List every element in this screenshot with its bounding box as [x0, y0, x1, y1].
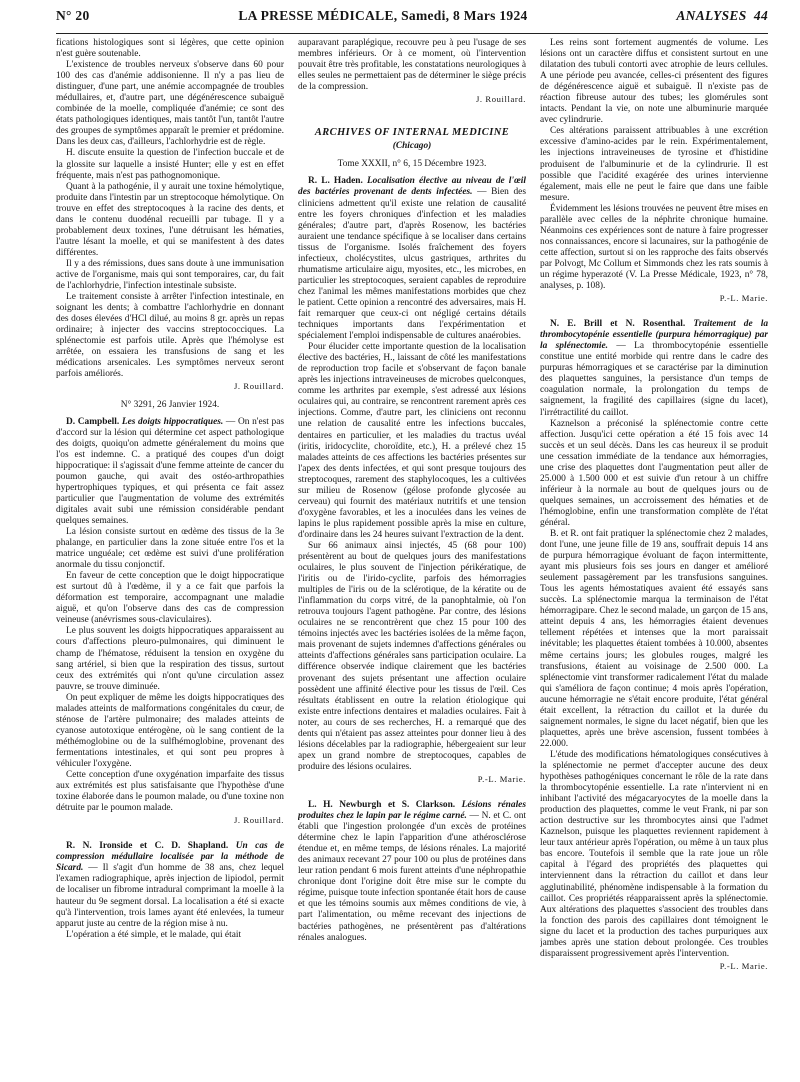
issue-number: N° 20 [56, 8, 90, 23]
abstract-text: — N. et C. ont établi que l'ingestion prolongée d'un excès de protéines détermine chez le lapin l'apparition d'une athérosclérose étendue et, en même temps, de lésions rénales. La majorité des animaux recevant 27 pour 100 ou plus de protéines dans leur ration pendant 6 mois furent atteints d'une néphropathie chronique dont l'origine doit être mise sur le compte du régime, puisque toute infection spontanée était hors de cause et que les témoins soumis aux mêmes conditions de vie, à part l'alimentation, ou même recevant des injections de bactéries pathogènes, ne présentèrent pas d'altérations rénales analogues. [298, 811, 526, 943]
paragraph: H. discute ensuite la question de l'infection buccale et de la glossite sur laquelle a insisté Hunter; elle y est en effet fréquente, mais n'est pas pathognomonique. [56, 148, 284, 181]
paragraph: Ces altérations paraissent attribuables à une excrétion excessive d'amino-acides par le rein. Expérimentalement, les injections intraveineuses de tyrosine et d'histidine produisent de l'albuminurie et de la cylindrurie. Il est possible que l'acidité exagérée des urines intervienne également, mais elle ne peut le faire que dans une faible mesure. [540, 126, 768, 203]
column-3 [540, 38, 768, 1078]
abstract-brill [540, 319, 768, 418]
abstract-newburgh [298, 800, 526, 944]
header-rule [56, 33, 768, 34]
abstract-title: Lésions rénales produites chez le lapin par le régime carné. [298, 800, 526, 822]
paragraph: Sur 66 animaux ainsi injectés, 45 (68 pour 100) présentèrent au bout de quelques jours des manifestations oculaires, le plus souvent de l'injection périkératique, de l'iritis ou de l'irido-cyclite, parfois des hémorragies multiples de l'iris ou de la sclérotique, de la kératite ou de l'inflammation du corps vitré, de la panophtalmie, où l'on retrouva toujours l'agent pathogène. Par contre, des lésions oculaires ne se rencontrèrent que chez 15 pour 100 des témoins injectés avec les bactéries isolées de la même façon, mais provenant de sujets indemnes d'affections générales ou atteints d'affections générales sans participation oculaire. La différence observée indique clairement que les bactéries provenant des sujets présentant une affection oculaire possèdent une affinité élective pour les tissus de l'œil. Ces résultats établissent en outre la relation étiologique qui existe entre infections dentaires et maladies oculaires. Fait à noter, au cours de ses recherches, H. a remarqué que des dents qui n'étaient pas assez atteintes pour donner lieu à des lésions décelables par la radiographie, hébergeaient sur leur apex un grand nombre de streptocoques, capables de produire des lésions oculaires. [298, 540, 526, 772]
abstract-title: Localisation élective au niveau de l'œil des bactéries provenant de dents infectées. [298, 176, 526, 198]
page-header [56, 8, 768, 30]
column-1 [56, 38, 284, 1078]
paragraph: B. et R. ont fait pratiquer la splénectomie chez 2 malades, dont l'une, une jeune fille de 19 ans, souffrait depuis 14 ans de purpura hémorragique évoluant de façon intermittente, ayant mis plusieurs fois ses jours en danger et amélioré seulement passagèrement par les transfusions sanguines. Tous les agents hémostatiques avaient été essayés sans succès. La splénectomie marqua la terminaison de l'état hémorragipare. Chez le second malade, un garçon de 15 ans, atteint depuis 4 ans, les hémorragies étaient devenues tellement répétées et intenses que la mort paraissait inévitable; les plaquettes étaient tombées à 10.000, absentes même certains jours; les globules rouges, malgré les transfusions, étaient au voisinage de 2.500 000. La splénectomie vint transformer radicalement l'état du malade qui s'améliora de façon continue; 4 mois après l'opération, aucune hémorragie ne s'était encore produite, l'état général était excellent, la rétraction du caillot et la durée du saignement normales, le signe du lacet négatif, bien que les plaquettes, après une brève ascension, fussent tombées à 22.000. [540, 529, 768, 749]
page-number: 44 [753, 8, 768, 23]
section-heading [676, 8, 768, 24]
paragraph: Pour élucider cette importante question de la localisation élective des bactéries, H., laissant de côté les manifestations de reproduction trop facile et s'observant de façon banale après les injections intraveineuses de microbes quelconques, comme les arthrites par exemple, s'est adressé aux lésions oculaires qui, au contraire, se rencontrent rarement après ces injections. Comme, d'autre part, les cliniciens ont reconnu une relation de causalité entre les infections buccales, dentaires en particulier, et les maladies du tractus uvéal (iritis, iridocyclite, choroïdite, etc.), H. a prélevé chez 15 malades atteints de ces affections les bactéries présentes sur l'apex des dents infectées, et qui sont presque toujours des streptocoques, rarement des staphylocoques, les a cultivées sur milieu de Rosenow (gélose profonde glycosée au cerveau) qui fournit des matériaux nutritifs et une tension d'oxygène favorables, et les a inoculées dans les veines de lapins le plus rapidement possible après la mise en culture, d'ordinaire dans les 24 heures suivant l'extraction de la dent. [298, 342, 526, 540]
abstract-title: Traitement de la thrombocytopénie essentielle (purpura hémorragique) par la splénectomie. [540, 319, 768, 352]
journal-masthead: LA PRESSE MÉDICALE, Samedi, 8 Mars 1924 [238, 8, 528, 23]
abstract-author: L. H. Newburgh et S. Clarkson. [308, 800, 456, 810]
abstract-haden [298, 176, 526, 342]
paragraph: Il y a des rémissions, dues sans doute à une immunisation active de l'organisme, mais qui sont temporaires, car, du fait de l'achlorhydrie, l'infection intestinale subsiste. [56, 258, 284, 292]
paragraph: Kaznelson a préconisé la splénectomie contre cette affection. Jusqu'ici cette opération a été 15 fois avec 14 succès et un seul décès. Dans les cas heureux il se produit une cessation immédiate de la tendance aux hémorragies, une crise des plaquettes dont l'augmentation peut aller de 25.000 à 1.500 000 et est suivie d'un retour à un chiffre inférieur à la normale au bout de quelques jours ou de quelques semaines, un accroissement des hématies et de l'hémoglobine, enfin une transformation complète de l'état général. [540, 418, 768, 528]
column-2 [298, 38, 526, 1078]
abstract-campbell [56, 417, 284, 527]
paragraph: Quant à la pathogénie, il y aurait une toxine hémolytique, produite dans l'intestin par un streptocoque hémolytique. On trouve en effet des streptocoques à la racine des dents, et dans le contenu duodénal recueilli par tubage. Il y a probablement deux toxines, l'une détruisant les hématies, l'autre lésant la moelle, et qui se manifestent à des dates différentes. [56, 181, 284, 258]
paragraph: On peut expliquer de même les doigts hippocratiques des malades atteints de malformations congénitales du cœur, de sténose de l'artère pulmonaire; des malades atteints de cyanose autotoxique entérogène, où le sang contient de la méthémoglobine ou de la sulfhémoglobine, provenant des fermentations intestinales, et qui sont peu propres à véhiculer l'oxygène. [56, 692, 284, 769]
abstract-title: Les doigts hippocratiques. [121, 416, 224, 427]
paragraph: fications histologiques sont si légères, que cette opinion n'est guère soutenable. [56, 38, 284, 60]
journal-city: (Chicago) [392, 141, 432, 152]
paragraph: La lésion consiste surtout en œdème des tissus de la 3e phalange, en particulier dans la zone située entre l'os et la matrice unguéale; cet œdème est suivi d'une prolifération anormale du tissu conjonctif. [56, 527, 284, 571]
paragraph: L'opération a été simple, et le malade, qui était [66, 929, 242, 940]
abstract-author: D. Campbell. [66, 416, 120, 427]
abstract-title: Un cas de compression médullaire localisée par la méthode de Sicard. [56, 841, 284, 874]
section-label: ANALYSES [676, 8, 747, 23]
author-signature: P.-L. Marie. [477, 773, 526, 784]
journal-section-title: ARCHIVES OF INTERNAL MEDICINE [314, 127, 510, 139]
abstract-text: — La thrombocytopénie essentielle constitue une entité morbide qui rentre dans le cadre des purpuras hémorragiques et se caractérise par la diminution des plaquettes sanguines, la persistance d'un temps de coagulation normale, la prolongation du temps de saignement, la fragilité des capillaires (signe du lacet), l'irrétractilité du caillot. [540, 341, 768, 418]
author-signature: J. Rouillard. [233, 381, 284, 392]
abstract-ironside [56, 841, 284, 929]
abstract-author: R. L. Haden. [308, 176, 363, 187]
paragraph: L'étude des modifications hématologiques consécutives à la splénectomie ne permet d'accepter aucune des deux hypothèses pathogéniques concernant le rôle de la rate dans la thrombocytopénie essentielle. La rate n'intervient ni en inhibant l'activité des mégacaryocytes de la moelle dans la production des plaquettes, comme le veut Frank, ni par son action destructive sur les thrombocytes ainsi que l'admet Kaznelson, puisque les plaquettes reviennent rapidement à leur taux antérieur après l'opération, ou même à un taux plus bas encore. Toutefois il semble que la rate joue un rôle capital à l'égard des propriétés des plaquettes qui interviennent dans la rétraction du caillot et dans leur agglutinabilité, phénomène indispensable à la formation du caillot. Ces propriétés réapparaissent après la splénectomie. Aux altérations des plaquettes s'associent des troubles dans la fonction des parois des capillaires dont témoignent le signe du lacet et la production des taches purpuriques aux jambes après une station debout prolongée. Ces troubles disparaissent progressivement après l'intervention. [540, 749, 768, 959]
abstract-text: — On n'est pas d'accord sur la lésion qui détermine cet aspect pathologique des doigts, quoiqu'on admette généralement du moins que l'os est indemne. C. a pratiqué des coupes d'un doigt hippocratique: il s'agissait d'une femme atteinte de cancer du poumon gauche, qui avait des ostéo-arthropathies hypertrophiques typiques, et qui présenta ce fait assez particulier que l'augmentation de volume des extrémités digitales avait subi une rémission considérable pendant quelques semaines. [56, 416, 284, 526]
author-signature: P.-L. Marie. [719, 960, 768, 971]
paragraph: Évidemment les lésions trouvées ne peuvent être mises en parallèle avec celles de la néphrite chronique humaine. Néanmoins ces expériences sont de nature à faire progresser nos connaissances, encore si lacunaires, sur la pathogénie de cette affection, surtout si on les rapproche des faits observés par Polvogt, Mc Collum et Simmonds chez les rats soumis à un régime hyperazoté (V. La Presse Médicale, 1923, n° 78, analyses, p. 108). [540, 203, 768, 292]
abstract-author: N. E. Brill et N. Rosenthal. [550, 319, 686, 330]
paragraph: L'existence de troubles nerveux s'observe dans 60 pour 100 des cas d'anémie addisonienne. Il n'y a pas lieu de distinguer, d'une part, une anémie accompagnée de troubles médullaires, et, d'autre part, une dégénérescence subaiguë combinée de la moelle, compliquée d'anémie; ce sont des états pathologiques identiques, mais tantôt l'un, tantôt l'autre des groupes de symptômes apparaît le premier et prédomine. Dans les deux cas, d'ailleurs, l'achlorhydrie est de règle. [56, 60, 284, 148]
paragraph: Le plus souvent les doigts hippocratiques apparaissent au cours d'affections pleuro-pulmonaires, qui diminuent le champ de l'hématose, réduisent la tension en oxygène du sang artériel, si bien que la respiration des tissus, surtout ceux des extrémités qui n'ont qu'une circulation assez pauvre, se trouve diminuée. [56, 626, 284, 692]
author-signature: P.-L. Marie. [719, 293, 768, 304]
issue-date: N° 3291, 26 Janvier 1924. [120, 399, 220, 410]
article-columns [56, 38, 768, 1078]
abstract-text: — Il s'agit d'un homme de 38 ans, chez lequel l'examen radiographique, après injection de lipiodol, permit de localiser un fibrome intradural comprimant la moelle à la hauteur du 9e segment dorsal. La localisation a été si exacte qu'à l'intervention, trois lames ayant été enlevées, la tumeur apparut juste au centre de la région mise à nu. [56, 863, 284, 929]
abstract-author: R. N. Ironside et C. D. Shapland. [66, 841, 229, 852]
paragraph: En faveur de cette conception que le doigt hippocratique est surtout dû à l'œdème, il y a ce fait que parfois la déformation est temporaire, accompagnant une maladie aiguë, et qu'on l'observe dans des cas de compression veineuse (anévrismes sous-claviculaires). [56, 571, 284, 626]
paragraph: Cette conception d'une oxygénation imparfaite des tissus aux extrémités est plus satisfaisante que l'hypothèse d'une toxine élaborée dans le poumon malade, ou d'une toxine non détruite par le poumon malade. [56, 770, 284, 814]
paragraph: Les reins sont fortement augmentés de volume. Les lésions ont un caractère diffus et consistent surtout en une dilatation des tubuli contorti avec atrophie de leurs cellules. A une période peu avancée, celles-ci présentent des figures de dégénérescence aiguë et subaiguë. Il n'existe pas de réaction fibreuse autour des tubes; les glomérules sont intacts. Pendant la vie, on note une albuminurie marquée avec cylindrurie. [540, 38, 768, 126]
issue-date: Tome XXXII, n° 6, 15 Décembre 1923. [337, 159, 487, 170]
author-signature: J. Rouillard. [233, 815, 284, 826]
abstract-text: — Bien des cliniciens admettent qu'il existe une relation de causalité entre les foyers chroniques d'infection et les maladies générales; d'autre part, d'après Rosenow, les bactéries auraient une tendance spécifique à se localiser dans certains tissus de l'organisme. Isolés fraîchement des foyers infectieux, cholécystites, ulcus gastriques, arthrites du rhumatisme articulaire aigu, myosites, etc., les microbes, en particulier les streptocoques, seraient capables de reproduire chez l'animal les mêmes manifestations morbides que chez le patient. Cette opinion a rencontré des adversaires, mais H. fait remarquer que ceux-ci ont négligé certains détails techniques importants dans l'expérimentation et spécialement l'emploi indispensable de cultures anaérobies. [298, 187, 526, 342]
author-signature: J. Rouillard. [475, 94, 526, 105]
paragraph: Le traitement consiste à arrêter l'infection intestinale, en soignant les dents; à combattre l'achlorhydrie en donnant des doses élevées d'HCl dilué, au moins 8 gr. après un repas ordinaire; à injecter des vaccins streptococciques. La splénectomie est parfois utile. Après que l'hémolyse est arrêtée, on essaiera les transfusions de sang et les médications arsenicales. Les symptômes nerveux seront parfois améliorés. [56, 292, 284, 380]
paragraph: auparavant paraplégique, recouvre peu à peu l'usage de ses membres inférieurs. Or à ce moment, où l'intervention pouvait être très profitable, les constatations neurologiques à elles seules ne permettaient pas de déterminer le siège précis de la compression. [298, 38, 526, 93]
